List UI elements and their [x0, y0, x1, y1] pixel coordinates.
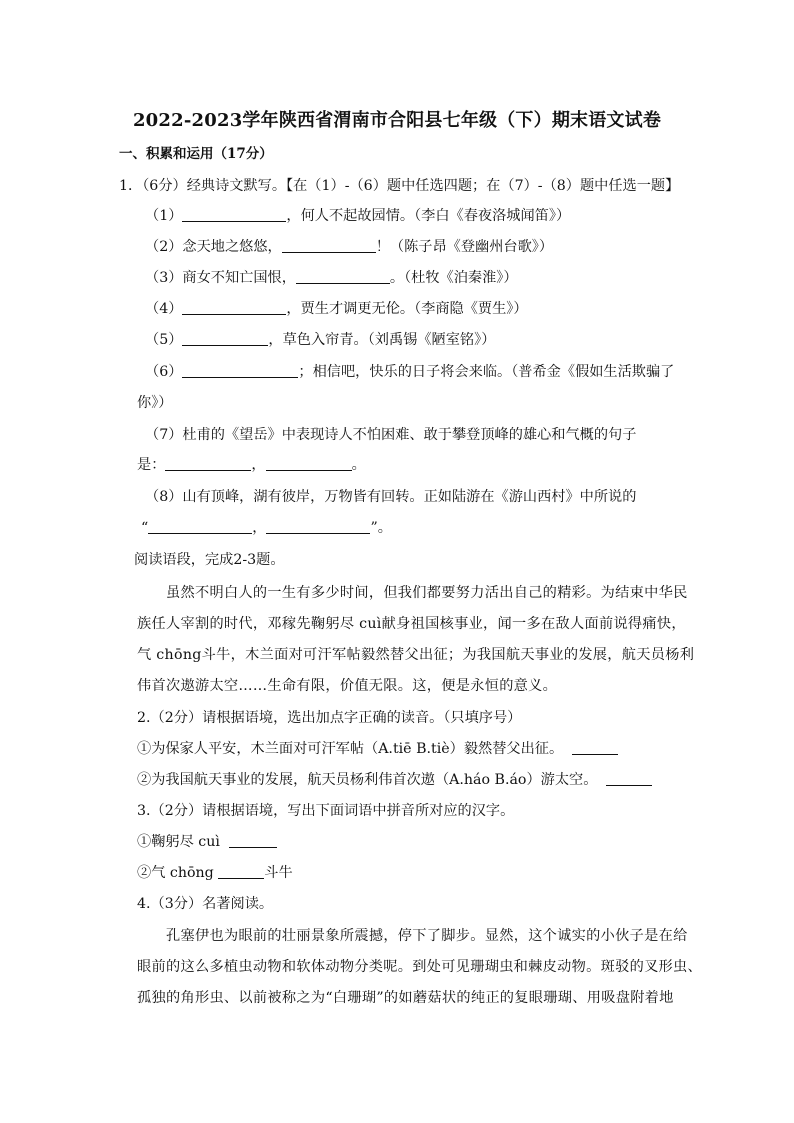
part-text: 是： [137, 457, 166, 473]
part-text: ！（陈子昂《登幽州台歌》） [375, 239, 554, 255]
question-2-stem: 2.（2分）请根据语境，选出加点字正确的读音。（只填序号） [137, 710, 522, 726]
item-text: ②气 chōng [137, 865, 214, 881]
question-1-part-8: （8）山有顶峰，湖有彼岸，万物皆有回转。正如陆游在《游山西村》中所说的 [145, 489, 637, 505]
answer-blank[interactable] [572, 739, 618, 755]
passage-line: 伟首次遨游太空……生命有限，价值无限。这，便是永恒的意义。 [137, 678, 558, 694]
question-2-item-1 [137, 739, 618, 759]
answer-blank[interactable] [229, 832, 277, 848]
part-text: （3）商女不知亡国恨， [145, 270, 296, 286]
answer-blank[interactable] [218, 863, 264, 879]
part-text: 。（杜牧《泊秦淮》） [389, 270, 518, 286]
passage-line: 气 chōng斗牛，木兰面对可汗军帖毅然替父出征；为我国航天事业的发展，航天员杨利 [137, 647, 695, 663]
question-4-stem: 4.（3分）名著阅读。 [137, 896, 274, 912]
part-text: ”。 [370, 520, 392, 536]
question-1-part-7-answer [137, 455, 366, 475]
answer-blank[interactable] [148, 518, 252, 534]
question-1-part-5 [145, 330, 495, 350]
part-number: （4） [145, 301, 183, 317]
part-text: ，草色入帘青。（刘禹锡《陋室铭》） [268, 332, 496, 348]
section-heading: 一、积累和运用（17分） [119, 146, 273, 162]
part-text: ；相信吧，快乐的日子将会来临。（普希金《假如生活欺骗了 [298, 364, 675, 380]
novel-excerpt-line: 孔塞伊也为眼前的壮丽景象所震撼，停下了脚步。显然，这个诚实的小伙子是在给 [166, 928, 688, 944]
question-1-part-2 [145, 237, 553, 257]
part-number: （1） [145, 208, 183, 224]
question-1-part-6-continued: 你》） [137, 395, 173, 411]
question-3-stem: 3.（2分）请根据语境，写出下面词语中拼音所对应的汉字。 [137, 803, 515, 819]
answer-blank[interactable] [296, 268, 390, 284]
passage-line: 虽然不明白人的一生有多少时间，但我们都要努力活出自己的精彩。为结束中华民 [166, 585, 688, 601]
question-1-part-7: （7）杜甫的《望岳》中表现诗人不怕困难、敢于攀登顶峰的雄心和气概的句子 [145, 427, 637, 443]
question-1-stem: 1．（6分）经典诗文默写。【在（1）-（6）题中任选四题；在（7）-（8）题中任选一题】 [119, 178, 680, 194]
answer-blank[interactable] [266, 518, 370, 534]
answer-blank[interactable] [282, 237, 376, 253]
part-text: 。 [351, 457, 366, 473]
question-1-part-3 [145, 268, 518, 288]
item-text: ①鞠躬尽 cuì [137, 834, 220, 850]
exam-title: 2022-2023学年陕西省渭南市合阳县七年级（下）期末语文试卷 [132, 110, 662, 131]
reading-intro: 阅读语段，完成2-3题。 [134, 552, 285, 568]
answer-blank[interactable] [182, 330, 268, 346]
novel-excerpt-line: 孤独的角形虫、以前被称之为“白珊瑚”的如蘑菇状的纯正的复眼珊瑚、用吸盘附着地 [137, 990, 674, 1006]
passage-line: 族任人宰割的时代，邓稼先鞠躬尽 cuì献身祖国核事业，闻一多在敌人面前说得痛快， [137, 616, 686, 632]
novel-excerpt-line: 眼前的这么多植虫动物和软体动物分类呢。到处可见珊瑚虫和棘皮动物。斑驳的叉形虫、 [137, 959, 703, 975]
part-text: “ [141, 520, 149, 536]
part-text: ， [252, 520, 267, 536]
answer-blank[interactable] [606, 770, 652, 786]
answer-blank[interactable] [165, 455, 251, 471]
question-1-part-1 [145, 206, 570, 226]
answer-blank[interactable] [266, 455, 352, 471]
part-text: ，何人不起故园情。（李白《春夜洛城闻笛》） [286, 208, 571, 224]
part-text: ，贾生才调更无伦。（李商隐《贾生》） [286, 301, 528, 317]
part-number: （5） [145, 332, 183, 348]
item-text: 斗牛 [264, 865, 293, 881]
part-number: （6） [145, 364, 183, 380]
part-text: （2）念天地之悠悠， [145, 239, 282, 255]
answer-blank[interactable] [182, 362, 298, 378]
item-text: ②为我国航天事业的发展，航天员杨利伟首次遨（A.háo B.áo）游太空。 [137, 772, 598, 788]
question-1-part-6 [145, 362, 674, 382]
question-3-item-2 [137, 863, 293, 883]
question-1-part-8-answer [141, 518, 392, 538]
question-3-item-1 [137, 832, 277, 852]
question-2-item-2 [137, 770, 652, 790]
part-text: ， [251, 457, 266, 473]
answer-blank[interactable] [182, 299, 286, 315]
item-text: ①为保家人平安，木兰面对可汗军帖（A.tiē B.tiè）毅然替父出征。 [137, 741, 564, 757]
question-1-part-4 [145, 299, 528, 319]
answer-blank[interactable] [182, 206, 286, 222]
